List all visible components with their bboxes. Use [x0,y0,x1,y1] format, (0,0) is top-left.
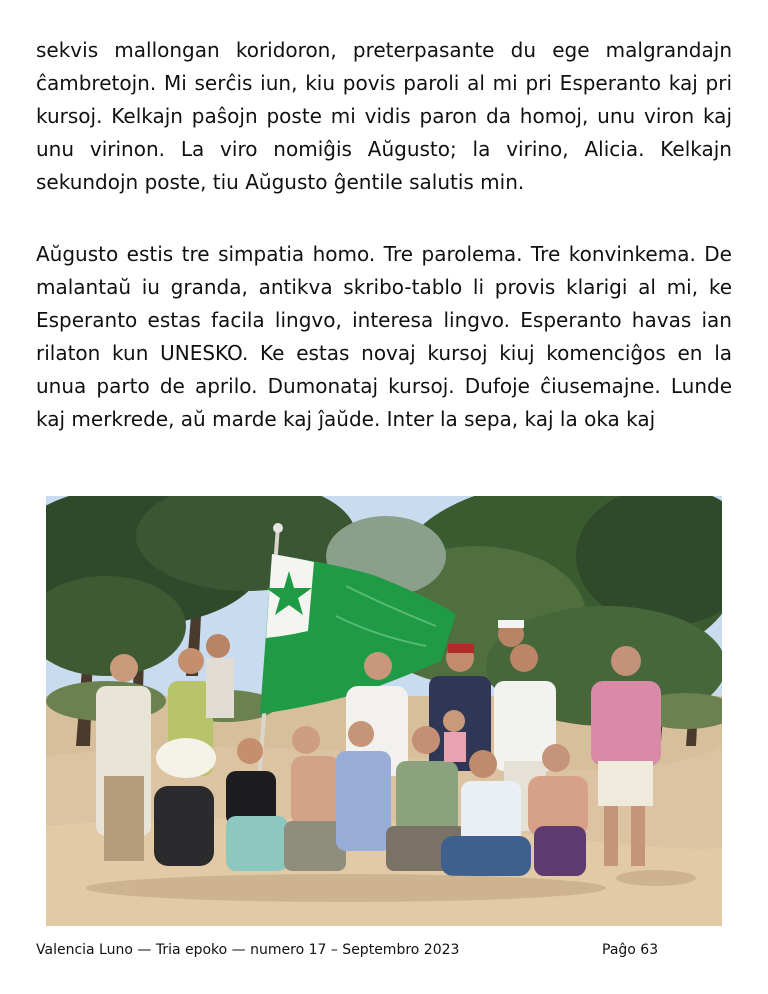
footer-publication-info: Valencia Luno — Tria epoko — numero 17 – Septembro 2023 [36,942,460,958]
group-photo [46,496,722,926]
body-paragraph-1: sekvis mallongan koridoron, preterpasante du ege malgrandajn ĉambretojn. Mi serĉis iun, kiu povis paroli al mi pri Esperanto kaj pri kursoj. Kelkajn paŝojn poste mi vidis paron da homoj, unu viron kaj unu virinon. La viro nomiĝis Aŭgusto; la virino, Alicia. Kelkajn sekundojn poste, tiu Aŭgusto ĝentile salutis min. [36,38,732,194]
body-paragraph-2: Aŭgusto estis tre simpatia homo. Tre parolema. Tre konvinkema. De malantaŭ iu granda, antikva skribo-tablo li provis klarigi al mi, ke Esperanto estas facila lingvo, interesa lingvo. Esperanto havas ian rilaton kun UNESKO. Ke estas novaj kursoj kiuj komenciĝos en la unua parto de aprilo. Dumonataj kursoj. Dufoje ĉiusemajne. Lunde kaj merkrede, aŭ marde kaj ĵaŭde. Inter la sepa, kaj la oka kaj [36,242,732,431]
footer-page-number: Paĝo 63 [602,942,659,958]
